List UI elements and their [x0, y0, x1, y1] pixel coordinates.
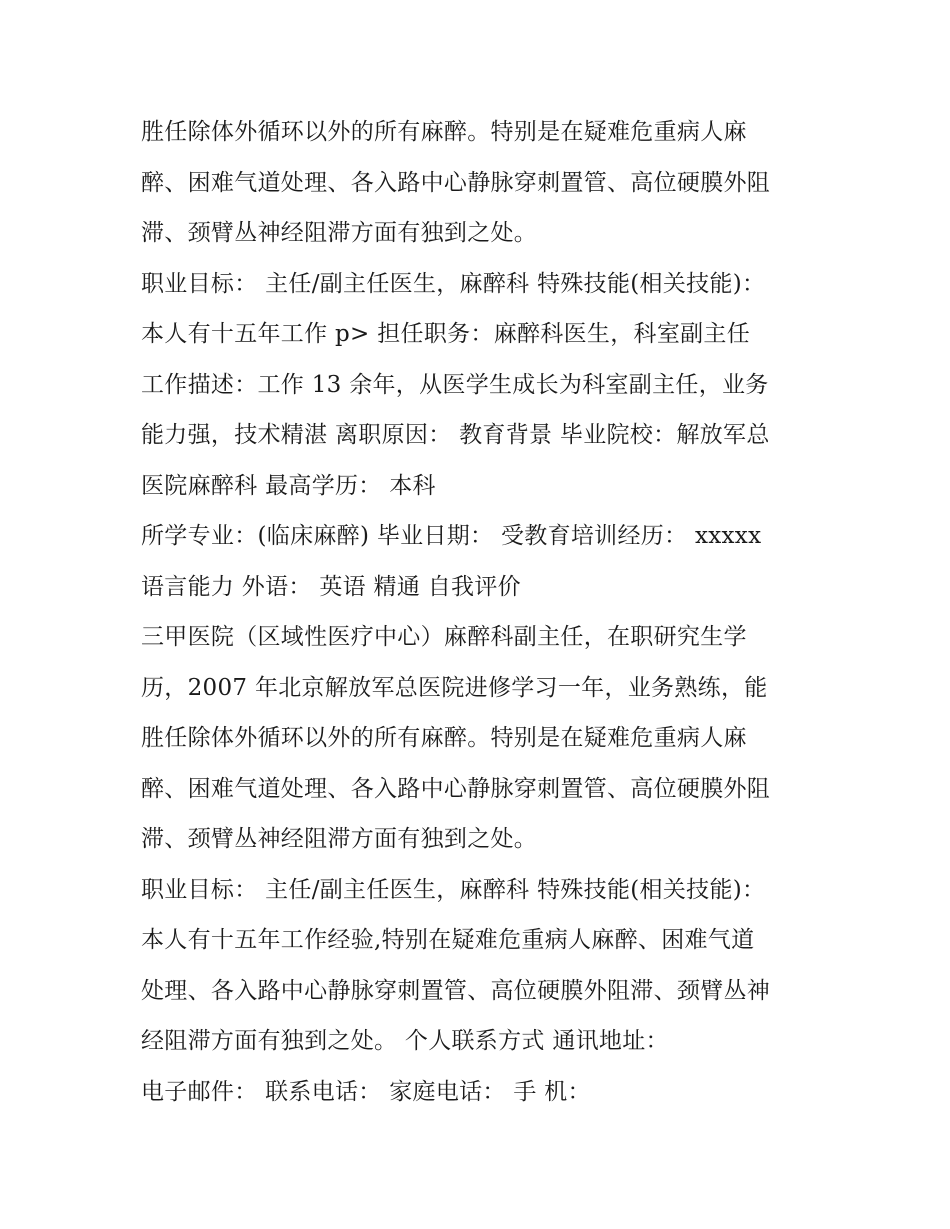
text-line: 语言能力 外语： 英语 精通 自我评价: [141, 573, 521, 600]
text-line: 本人有十五年工作经验,特别在疑难危重病人麻醉、困难气道: [141, 927, 755, 953]
text-line: 工作描述：工作 13 余年，从医学生成长为科室副主任，业务: [141, 371, 769, 398]
text-line: 滞、颈臂丛神经阻滞方面有独到之处。: [141, 220, 538, 246]
text-line: 医院麻醉科 最高学历： 本科: [141, 472, 436, 499]
text-line: 经阻滞方面有独到之处。 个人联系方式 通讯地址：: [141, 1028, 669, 1054]
text-line: 胜任除体外循环以外的所有麻醉。特别是在疑难危重病人麻: [141, 725, 747, 751]
document-body: [141, 107, 821, 1117]
text-line: 电子邮件： 联系电话： 家庭电话： 手 机：: [141, 1078, 591, 1105]
text-line: 职业目标： 主任/副主任医生，麻醉科 特殊技能(相关技能)：: [141, 876, 766, 903]
text-line: 所学专业：(临床麻醉) 毕业日期： 受教育培训经历： xxxxx: [141, 523, 762, 549]
text-line: 职业目标： 主任/副主任医生，麻醉科 特殊技能(相关技能)：: [141, 270, 766, 297]
text-line: 历，2007 年北京解放军总医院进修学习一年，业务熟练，能: [141, 674, 768, 701]
text-line: 醉、困难气道处理、各入路中心静脉穿刺置管、高位硬膜外阻: [141, 775, 771, 802]
text-line: 三甲医院（区域性医疗中心）麻醉科副主任，在职研究生学: [141, 624, 747, 650]
text-line: 胜任除体外循环以外的所有麻醉。特别是在疑难危重病人麻: [141, 119, 747, 145]
text-line: 能力强，技术精湛 离职原因： 教育背景 毕业院校：解放军总: [141, 422, 770, 448]
text-line: 醉、困难气道处理、各入路中心静脉穿刺置管、高位硬膜外阻: [141, 169, 771, 196]
text-line: 滞、颈臂丛神经阻滞方面有独到之处。: [141, 826, 538, 852]
text-line: 本人有十五年工作 p> 担任职务：麻醉科医生，科室副主任: [141, 321, 751, 347]
text-line: 处理、各入路中心静脉穿刺置管、高位硬膜外阻滞、颈臂丛神: [141, 977, 771, 1004]
